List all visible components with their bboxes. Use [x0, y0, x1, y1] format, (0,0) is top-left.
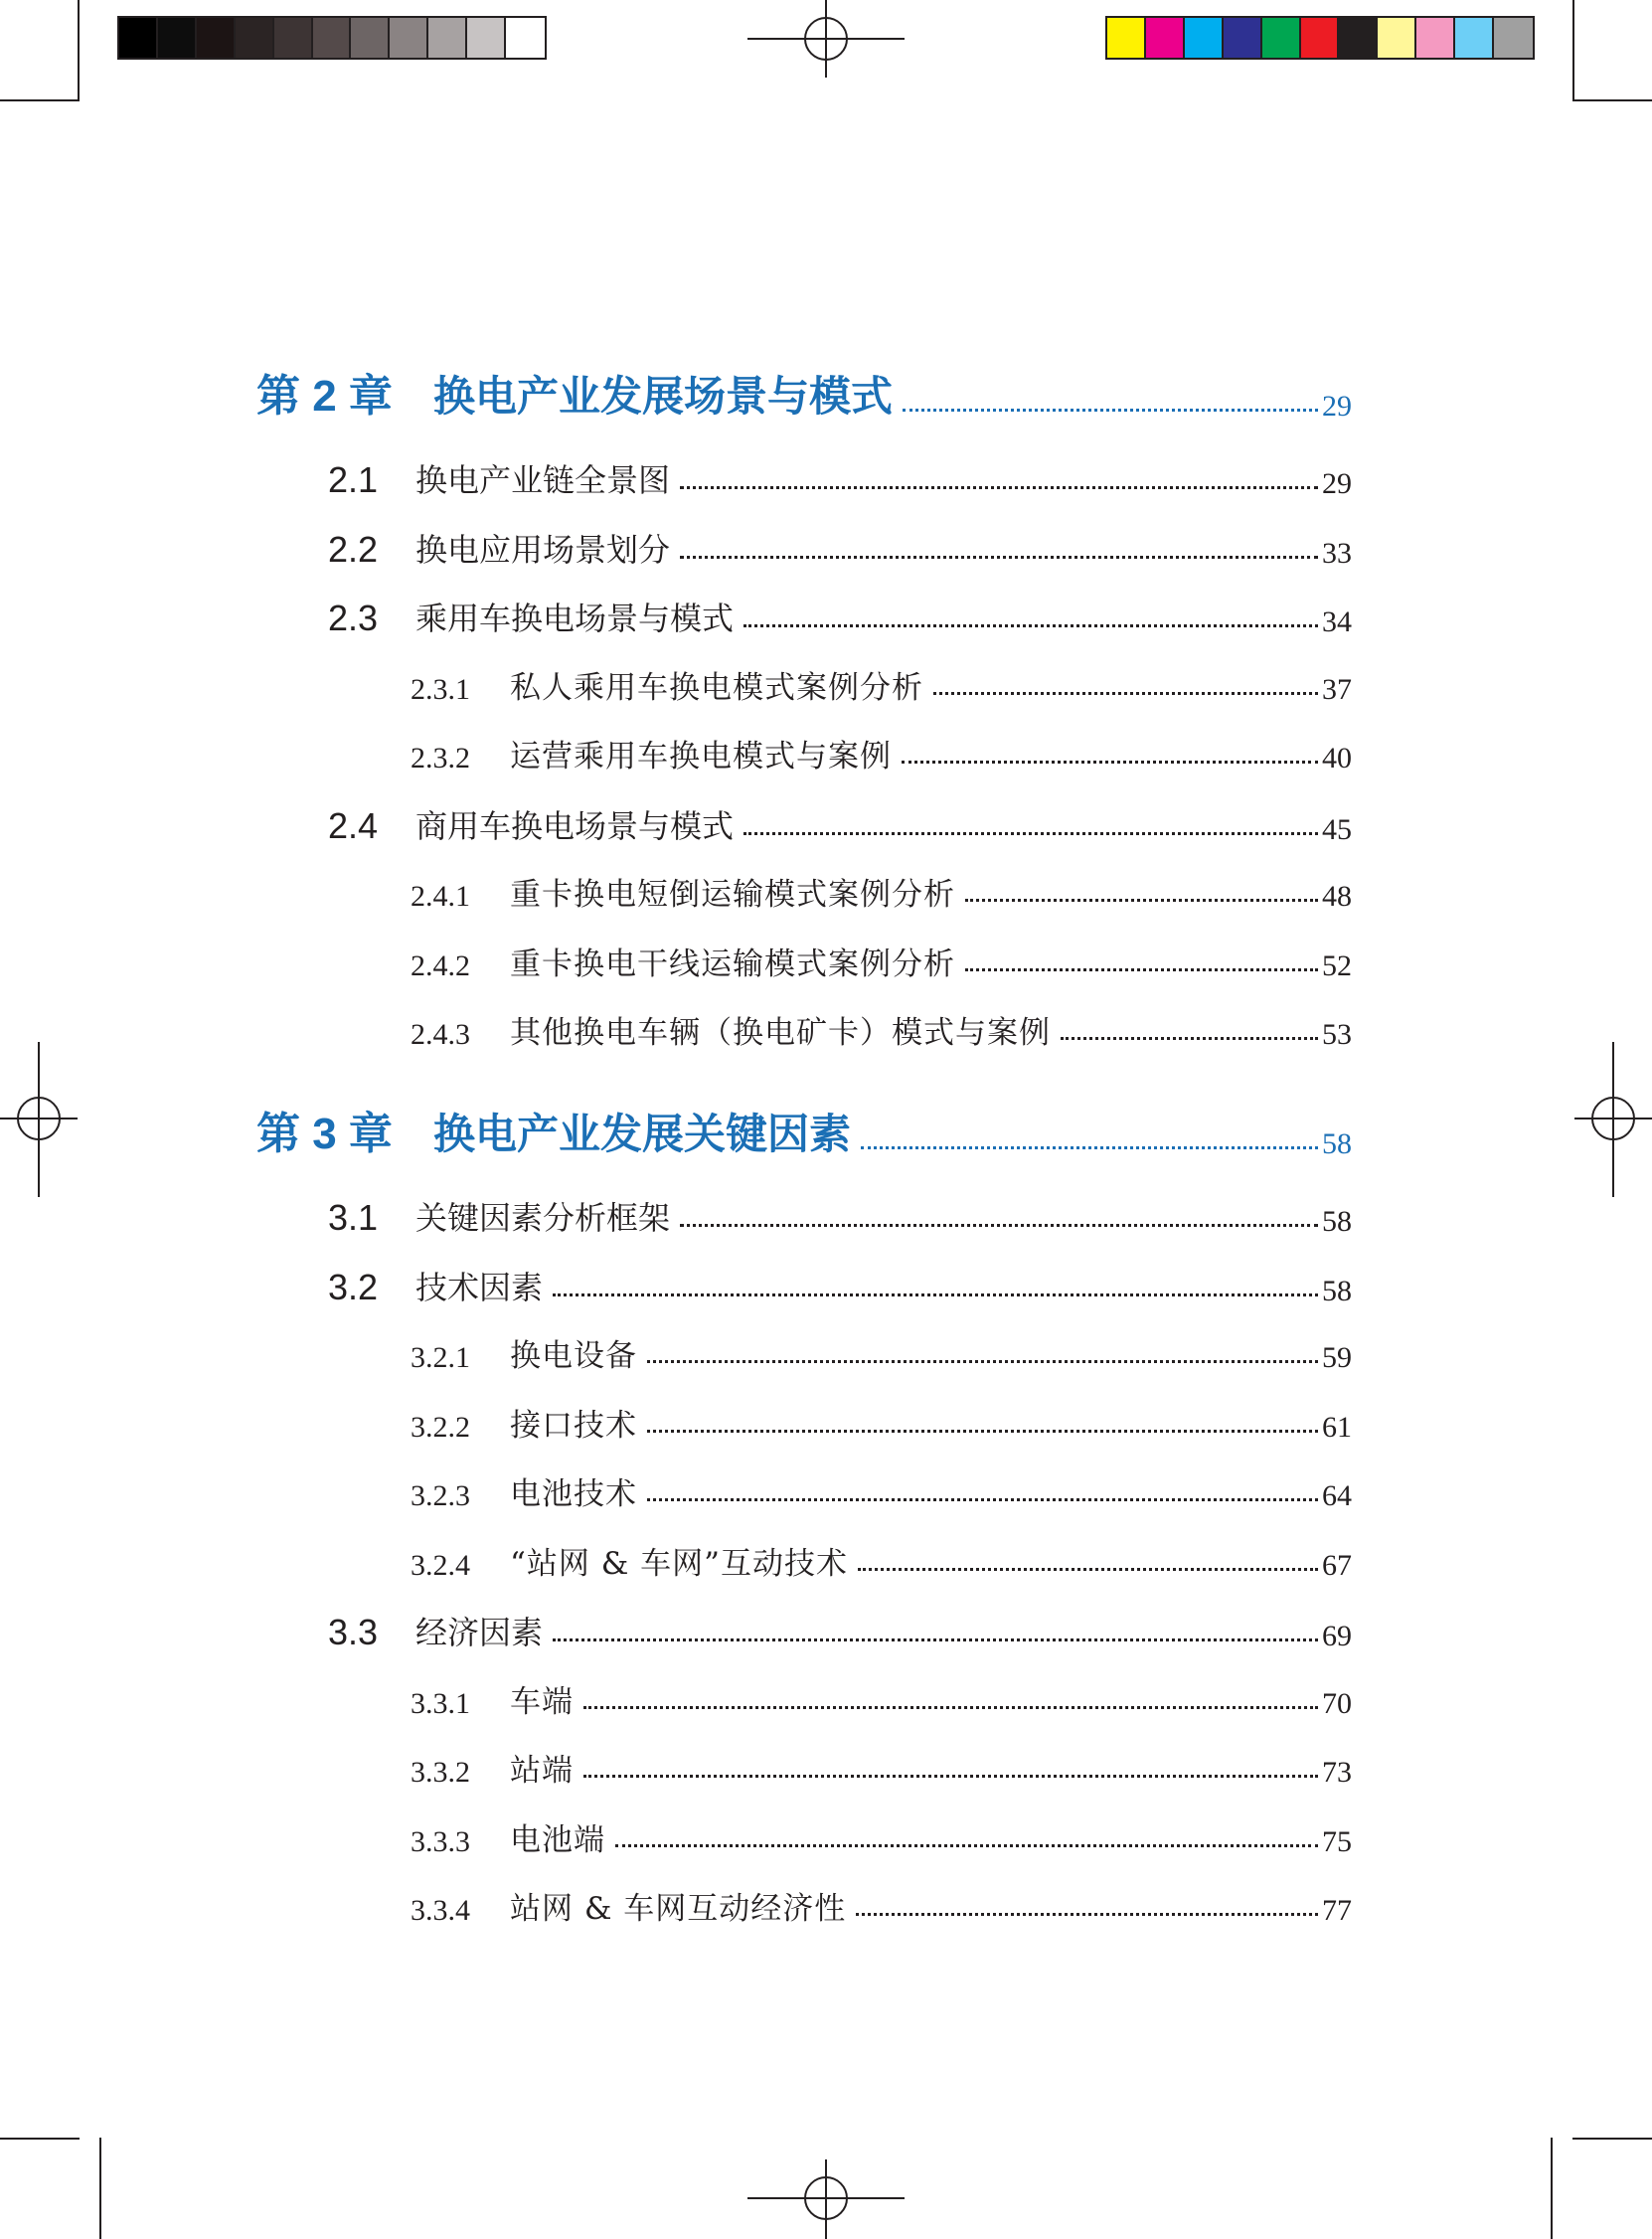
entry-title: 其他换电车辆（换电矿卡）模式与案例	[510, 1015, 1051, 1051]
color-swatch	[1494, 18, 1533, 58]
color-swatch	[506, 18, 545, 58]
dot-leader	[933, 692, 1318, 695]
dot-leader	[647, 1430, 1318, 1433]
entry-title: 换电产业发展关键因素	[433, 1110, 852, 1158]
entry-title: 技术因素	[415, 1268, 544, 1306]
page-number: 34	[1322, 605, 1352, 638]
registration-mark-icon	[804, 2176, 848, 2220]
color-swatch	[1455, 18, 1494, 58]
color-swatch	[119, 18, 158, 58]
entry-number: 2.4.2	[411, 948, 470, 982]
entry-title: 电池端	[510, 1821, 605, 1858]
entry-number: 3.2.3	[411, 1479, 470, 1512]
entry-number: 3.3.1	[411, 1686, 470, 1720]
color-swatch	[236, 18, 274, 58]
section-entry[interactable]	[328, 525, 1352, 571]
entry-number: 2.1	[328, 459, 379, 500]
color-swatch	[1146, 18, 1185, 58]
dot-leader	[553, 1293, 1318, 1296]
color-swatch	[1339, 18, 1378, 58]
color-swatch	[428, 18, 467, 58]
dot-leader	[615, 1844, 1318, 1847]
subsection-entry[interactable]	[411, 1815, 1352, 1859]
dot-leader	[680, 1224, 1318, 1227]
page-number: 64	[1322, 1479, 1352, 1512]
entry-number: 2.4	[328, 804, 379, 846]
page-number: 70	[1322, 1686, 1352, 1720]
page-number: 58	[1322, 1205, 1352, 1238]
dot-leader	[902, 761, 1318, 764]
entry-number: 第 2 章	[256, 372, 393, 421]
entry-title: 电池技术	[510, 1476, 637, 1512]
color-swatch	[390, 18, 428, 58]
entry-number: 3.3.4	[411, 1894, 470, 1927]
section-entry[interactable]	[328, 801, 1352, 847]
entry-number: 3.2.4	[411, 1548, 470, 1582]
dot-leader	[583, 1775, 1318, 1778]
color-swatch	[313, 18, 352, 58]
page-number: 53	[1322, 1018, 1352, 1051]
page-number: 45	[1322, 812, 1352, 846]
color-swatch	[274, 18, 313, 58]
section-entry[interactable]	[328, 1193, 1352, 1239]
subsection-entry[interactable]	[411, 1401, 1352, 1445]
subsection-entry[interactable]	[411, 1469, 1352, 1513]
entry-number: 2.4.3	[411, 1018, 470, 1051]
color-swatch	[197, 18, 236, 58]
entry-title: 重卡换电短倒运输模式案例分析	[510, 877, 955, 913]
grayscale-color-bar	[117, 16, 547, 60]
entry-number: 3.2.1	[411, 1341, 470, 1374]
section-entry[interactable]	[328, 1608, 1352, 1653]
dot-leader	[1061, 1037, 1318, 1040]
entry-title: 乘用车换电场景与模式	[415, 600, 735, 637]
dot-leader	[743, 832, 1318, 835]
color-swatch	[1378, 18, 1416, 58]
dot-leader	[743, 624, 1318, 627]
entry-title: 经济因素	[415, 1614, 544, 1651]
chapter-entry[interactable]	[256, 1106, 1352, 1161]
page-number: 77	[1322, 1894, 1352, 1927]
subsection-entry[interactable]	[411, 1884, 1352, 1928]
page-number: 67	[1322, 1548, 1352, 1582]
dot-leader	[858, 1568, 1318, 1571]
entry-title: 私人乘用车换电模式案例分析	[510, 669, 923, 706]
entry-number: 3.3	[328, 1612, 379, 1652]
entry-number: 3.1	[328, 1197, 379, 1238]
entry-title: 换电产业发展场景与模式	[433, 372, 894, 421]
entry-number: 3.2	[328, 1266, 379, 1307]
page-number: 58	[1322, 1274, 1352, 1307]
entry-number: 3.2.2	[411, 1410, 470, 1444]
entry-number: 2.2	[328, 528, 379, 570]
page-number: 61	[1322, 1410, 1352, 1444]
color-swatch	[158, 18, 197, 58]
entry-title: 站网 & 车网互动经济性	[510, 1891, 847, 1927]
page-number: 75	[1322, 1824, 1352, 1858]
dot-leader	[903, 409, 1318, 412]
entry-number: 3.3.2	[411, 1756, 470, 1789]
subsection-entry[interactable]	[411, 663, 1352, 707]
entry-title: 站端	[510, 1753, 574, 1789]
page-number: 48	[1322, 880, 1352, 913]
color-swatch	[1301, 18, 1340, 58]
subsection-entry[interactable]	[411, 732, 1352, 775]
registration-mark-icon	[1591, 1097, 1635, 1140]
dot-leader	[583, 1706, 1318, 1709]
entry-title: 重卡换电干线运输模式案例分析	[510, 946, 955, 982]
section-entry[interactable]	[328, 455, 1352, 501]
entry-number: 2.3.1	[411, 672, 470, 706]
page-number: 40	[1322, 742, 1352, 775]
dot-leader	[553, 1638, 1318, 1641]
entry-title: “站网 & 车网”互动技术	[510, 1545, 848, 1582]
entry-title: 运营乘用车换电模式与案例	[510, 739, 892, 775]
color-swatch	[1185, 18, 1224, 58]
entry-number: 2.4.1	[411, 880, 470, 913]
subsection-entry[interactable]	[411, 1008, 1352, 1052]
color-swatch	[1262, 18, 1301, 58]
entry-number: 3.3.3	[411, 1824, 470, 1858]
page-number: 58	[1322, 1127, 1352, 1160]
subsection-entry[interactable]	[411, 1539, 1352, 1583]
dot-leader	[965, 968, 1318, 971]
dot-leader	[680, 556, 1318, 559]
entry-number: 2.3.2	[411, 742, 470, 775]
entry-title: 换电应用场景划分	[415, 530, 671, 569]
dot-leader	[861, 1146, 1318, 1149]
color-swatch	[1224, 18, 1262, 58]
entry-title: 换电产业链全景图	[415, 461, 671, 499]
entry-title: 关键因素分析框架	[415, 1199, 671, 1237]
registration-mark-icon	[804, 17, 848, 61]
page-number: 29	[1322, 390, 1352, 423]
section-entry[interactable]	[328, 594, 1352, 639]
subsection-entry[interactable]	[411, 1746, 1352, 1790]
entry-title: 商用车换电场景与模式	[415, 806, 735, 845]
color-swatch	[1107, 18, 1146, 58]
dot-leader	[856, 1913, 1318, 1916]
page-number: 69	[1322, 1620, 1352, 1652]
section-entry[interactable]	[328, 1263, 1352, 1308]
entry-title: 接口技术	[510, 1407, 637, 1444]
color-swatch	[467, 18, 506, 58]
subsection-entry[interactable]	[411, 1331, 1352, 1375]
entry-number: 2.3	[328, 598, 379, 638]
entry-title: 车端	[510, 1683, 574, 1720]
process-color-bar	[1105, 16, 1535, 60]
page-number: 73	[1322, 1756, 1352, 1789]
entry-title: 换电设备	[510, 1338, 637, 1374]
page-number: 37	[1322, 672, 1352, 706]
subsection-entry[interactable]	[411, 1677, 1352, 1721]
dot-leader	[647, 1498, 1318, 1501]
page-number: 52	[1322, 948, 1352, 982]
dot-leader	[965, 899, 1318, 902]
dot-leader	[680, 486, 1318, 489]
dot-leader	[647, 1360, 1318, 1363]
subsection-entry[interactable]	[411, 940, 1352, 983]
color-swatch	[1416, 18, 1455, 58]
entry-number: 第 3 章	[256, 1110, 393, 1158]
color-swatch	[351, 18, 390, 58]
page-number: 59	[1322, 1341, 1352, 1374]
subsection-entry[interactable]	[411, 870, 1352, 914]
chapter-entry[interactable]	[256, 368, 1352, 424]
page-number: 33	[1322, 536, 1352, 570]
registration-mark-icon	[17, 1097, 61, 1140]
page-number: 29	[1322, 467, 1352, 500]
